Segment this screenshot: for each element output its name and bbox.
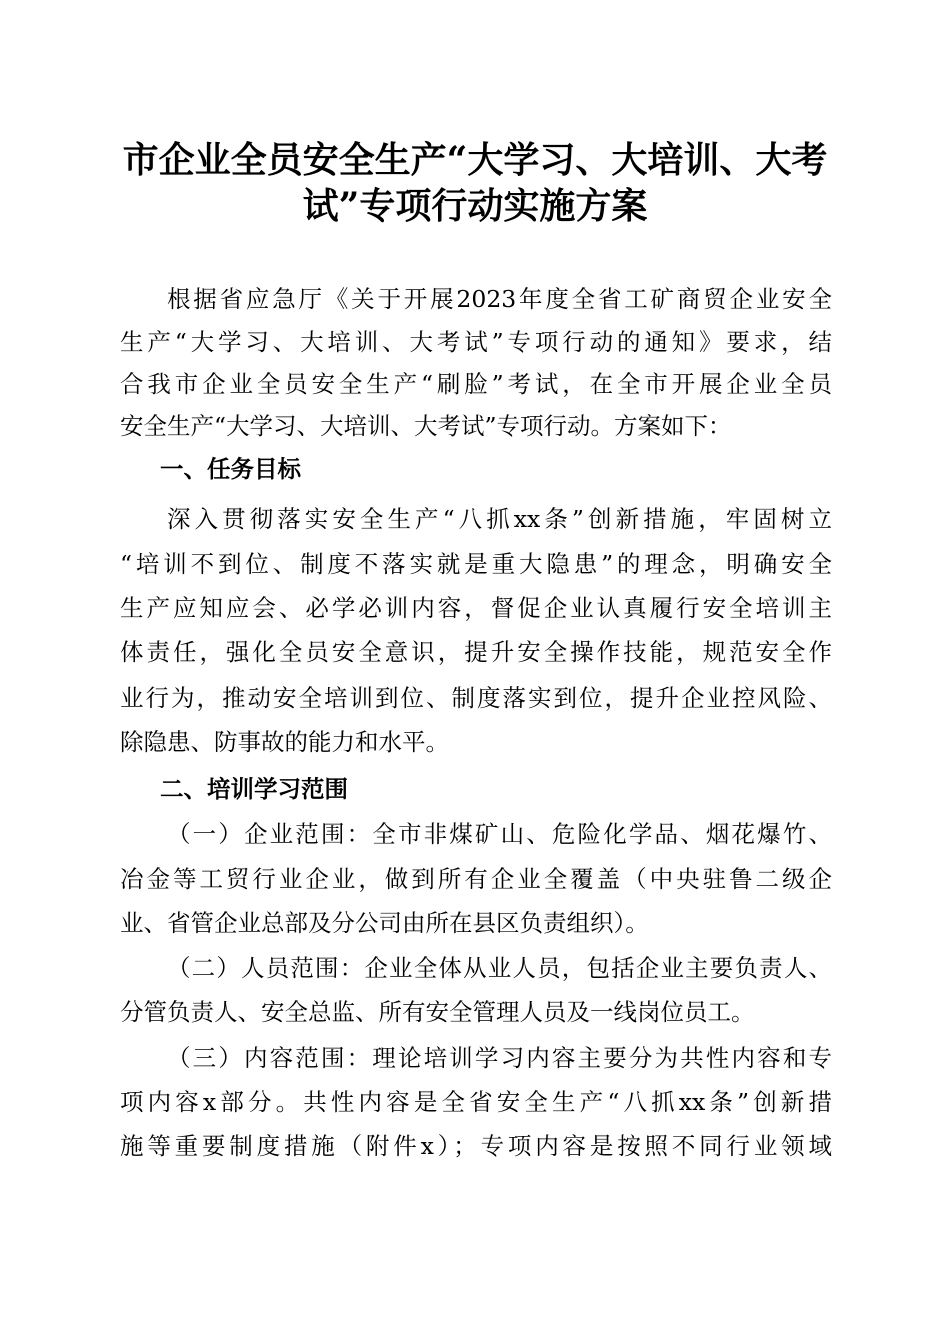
text-line: 生产应知应会、必学必训内容，督促企业认真履行安全培训主 [120, 594, 832, 622]
text-line: 分管负责人、安全总监、所有安全管理人员及一线岗位员工。 [120, 998, 755, 1026]
section-heading: 一、任务目标 [160, 455, 301, 483]
text-line: 深入贯彻落实安全生产“八抓xx条”创新措施，牢固树立 [167, 505, 832, 533]
text-line: “培训不到位、制度不落实就是重大隐患”的理念，明确安全 [120, 550, 832, 578]
text-line: 业、省管企业总部及分公司由所在县区负责组织）。 [120, 909, 649, 937]
text-line: （二）人员范围：企业全体从业人员，包括企业主要负责人、 [167, 954, 832, 982]
document-title-line-2: 试”专项行动实施方案 [302, 185, 648, 227]
text-line: 冶金等工贸行业企业，做到所有企业全覆盖（中央驻鲁二级企 [120, 865, 832, 893]
section-heading: 二、培训学习范围 [160, 775, 348, 803]
text-line: （一）企业范围：全市非煤矿山、危险化学品、烟花爆竹、 [167, 820, 832, 848]
text-line: 施等重要制度措施（附件x）；专项内容是按照不同行业领域 [120, 1132, 832, 1160]
text-line: 合我市企业全员安全生产“刷脸”考试，在全市开展企业全员 [120, 370, 832, 398]
text-line: 体责任，强化全员安全意识，提升安全操作技能，规范安全作 [120, 638, 832, 666]
document-title-line-1: 市企业全员安全生产“大学习、大培训、大考 [122, 139, 828, 181]
text-line: 业行为，推动安全培训到位、制度落实到位，提升企业控风险、 [120, 684, 832, 712]
text-line: 生产“大学习、大培训、大考试”专项行动的通知》要求，结 [120, 328, 832, 356]
text-line: （三）内容范围：理论培训学习内容主要分为共性内容和专 [167, 1044, 832, 1072]
text-line: 根据省应急厅《关于开展2023年度全省工矿商贸企业安全 [167, 285, 832, 313]
text-line: 项内容x部分。共性内容是全省安全生产“八抓xx条”创新措 [120, 1088, 832, 1116]
text-line: 安全生产“大学习、大培训、大考试”专项行动。方案如下： [120, 412, 732, 440]
text-line: 除隐患、防事故的能力和水平。 [120, 728, 449, 756]
